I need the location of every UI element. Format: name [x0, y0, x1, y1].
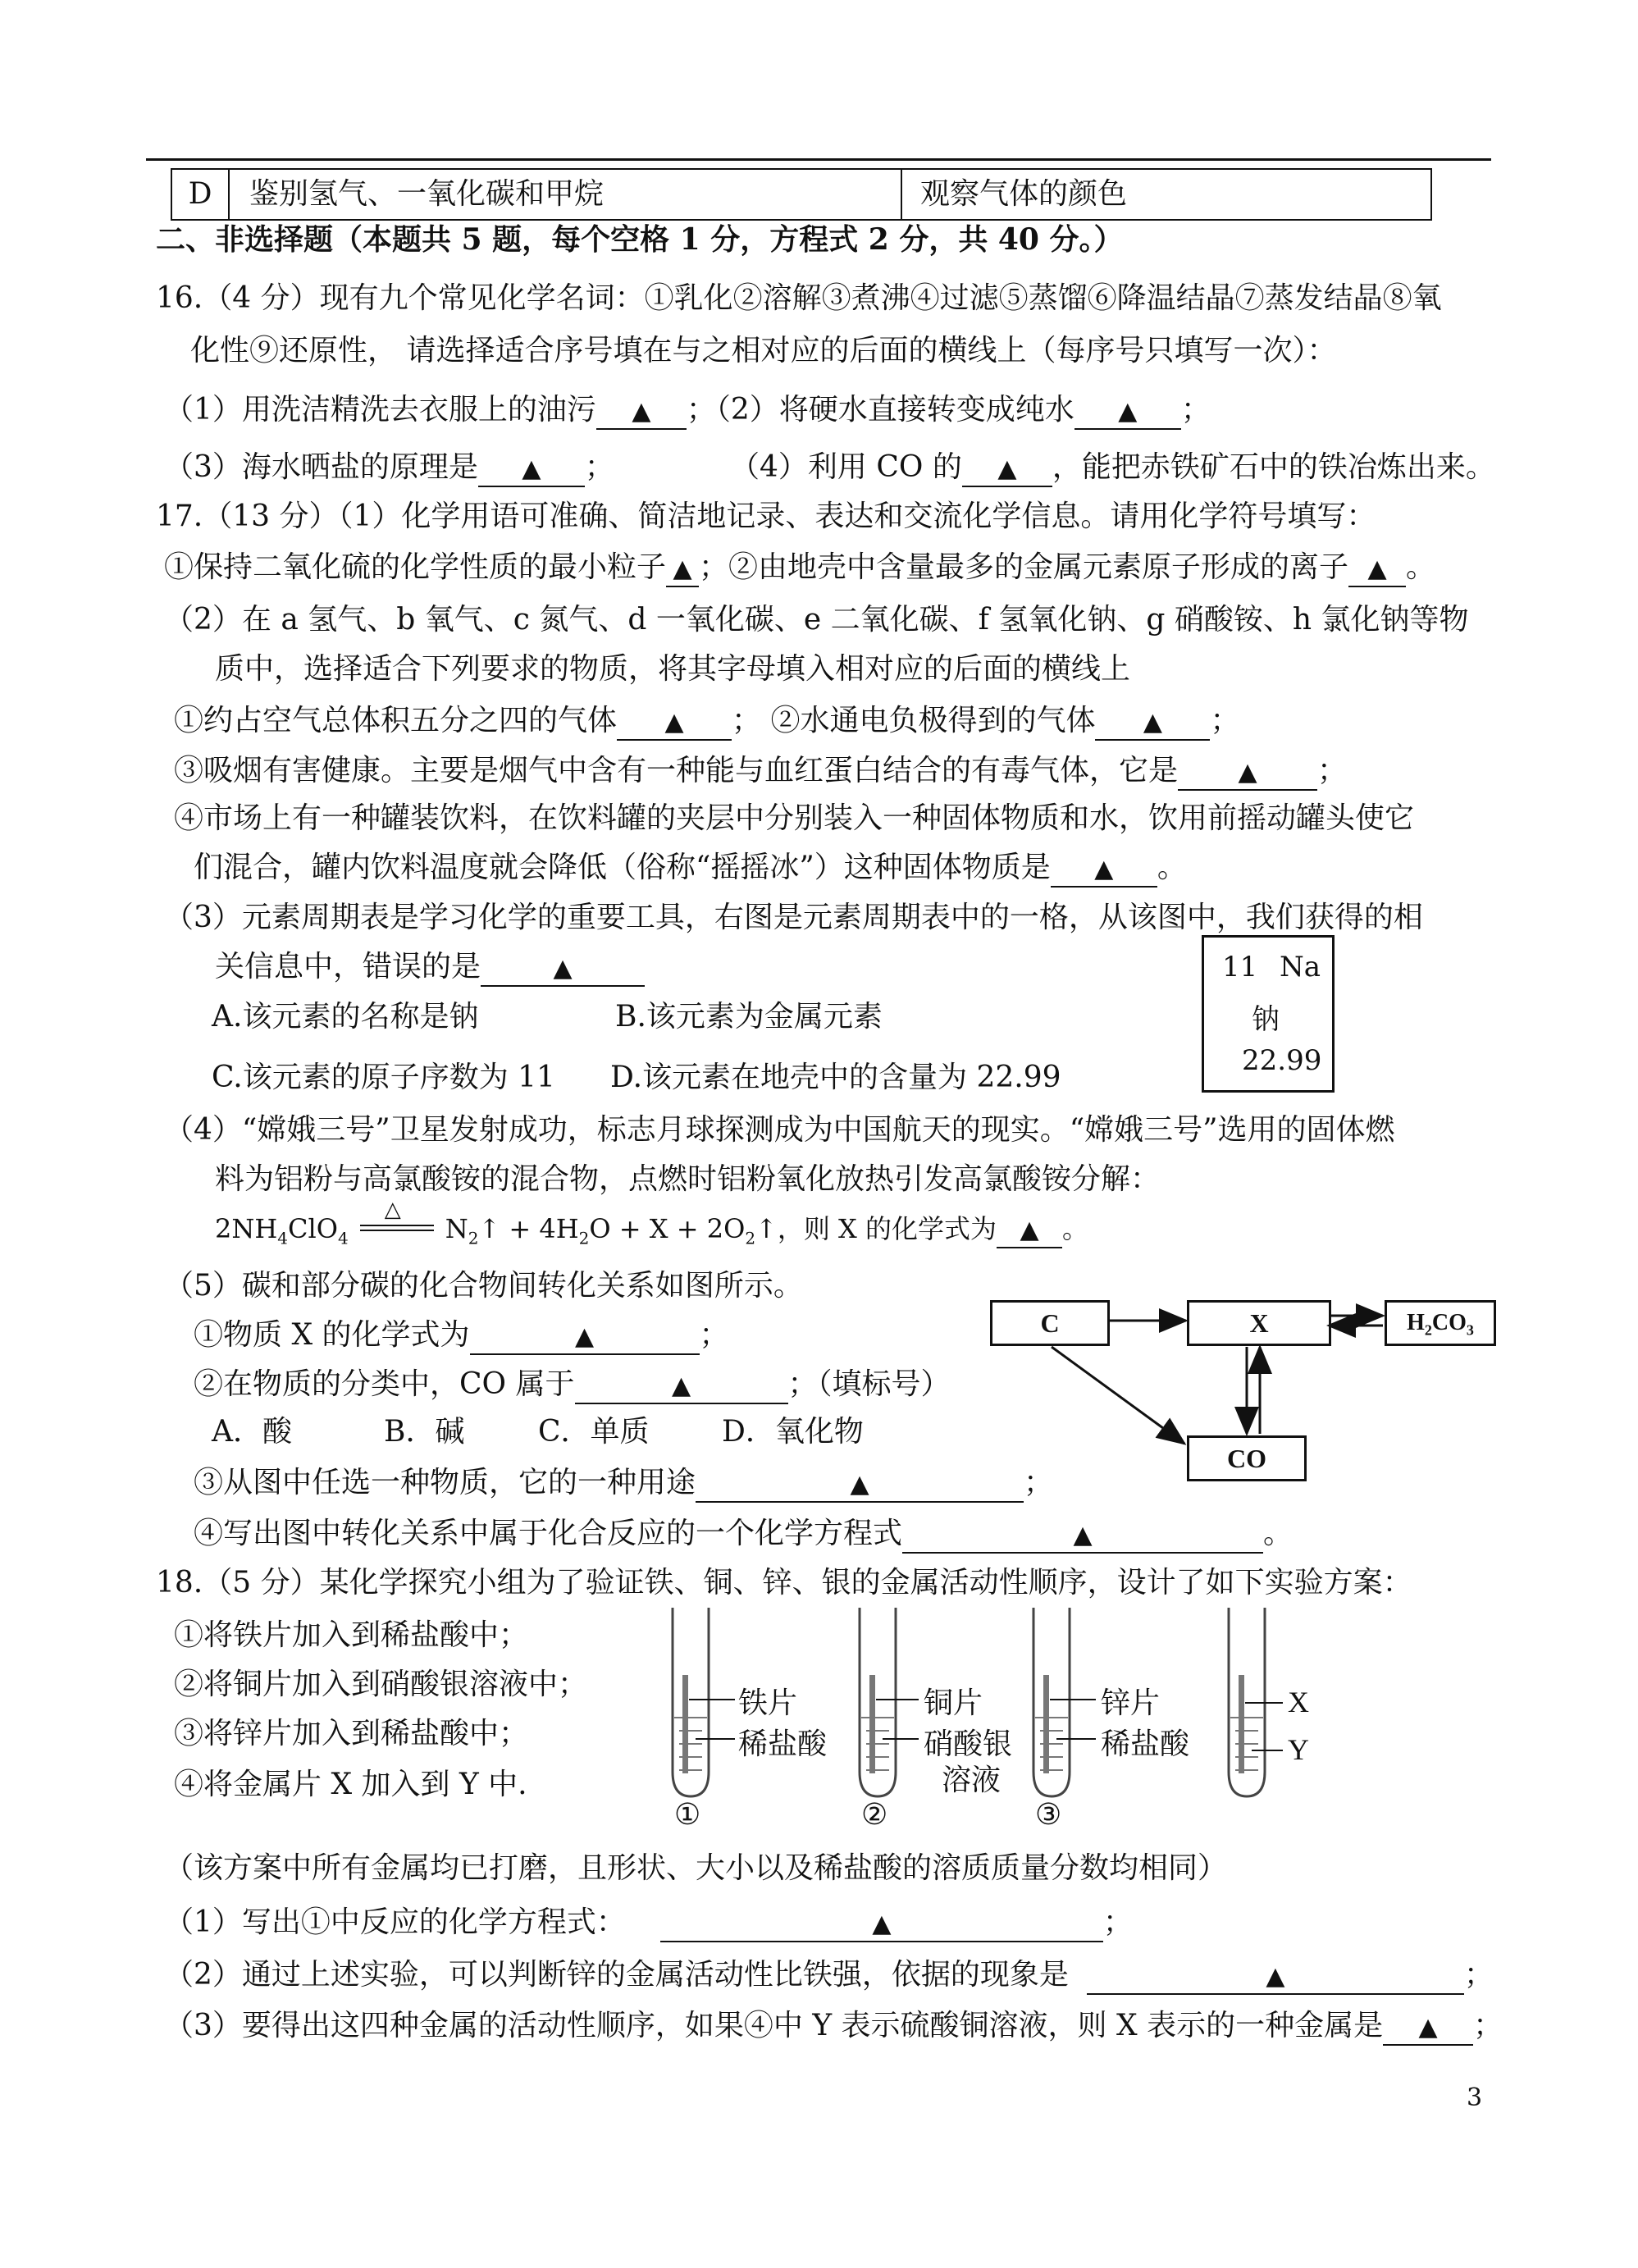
q17-i3-end: ；: [1317, 754, 1348, 787]
q16-line-1: [164, 390, 1211, 430]
q17-i1: [174, 701, 1239, 741]
blank-mark: ▲: [1367, 554, 1387, 583]
blank-mark: ▲: [1094, 855, 1114, 883]
section-title: 二、非选择题（本题共 5 题，每个空格 1 分，方程式 2 分，共 40 分。）: [156, 222, 1124, 257]
q17-p5-4-text: ④写出图中转化关系中属于化合反应的一个化学方程式: [194, 1517, 903, 1550]
q17-p5: （5）碳和部分碳的化合物间转化关系如图所示。: [164, 1269, 803, 1303]
q17-i4b: [194, 848, 1187, 888]
q16-stem-2: 化性⑨还原性， 请选择适合序号填在与之相对应的后面的横线上（每序号只填写一次）：: [190, 334, 1337, 367]
q17-blank-5[interactable]: [1178, 755, 1317, 791]
q17-i4b-text: 们混合，罐内饮料温度就会降低（俗称“摇摇冰”）这种固体物质是: [194, 851, 1051, 884]
diagram-box-c: C: [990, 1300, 1110, 1346]
q17-p5-3: [194, 1463, 1053, 1503]
q17-blank-6[interactable]: [1051, 851, 1157, 888]
q18-step-3: ③将锌片加入到稀盐酸中；: [174, 1717, 529, 1750]
q17-p5-opt-b: B．碱: [384, 1415, 465, 1449]
q17-optB: B.该元素为金属元素: [615, 1000, 883, 1034]
q17-p5-2: [194, 1365, 951, 1404]
blank-mark: ▲: [1418, 2013, 1438, 2042]
q17-blank-1[interactable]: [666, 551, 699, 587]
q18-q3-text: （3）要得出这四种金属的活动性顺序，如果④中 Y 表示硫酸铜溶液，则 X 表示的一种金属是: [164, 2009, 1384, 2042]
q18-blank-2[interactable]: [1087, 1959, 1464, 1995]
blank-mark: ▲: [1266, 1962, 1285, 1991]
blank-mark: ▲: [1073, 1521, 1093, 1549]
tube1-metal-label: 铁片: [738, 1686, 798, 1720]
q16-p2-text: ；（2）将硬水直接转变成纯水: [686, 393, 1075, 427]
blank-mark: ▲: [1020, 1216, 1039, 1244]
blank-mark: ▲: [664, 708, 684, 737]
eq-part: ↑，则 X 的化学式为: [755, 1213, 997, 1244]
q17-blank-10[interactable]: [575, 1368, 788, 1404]
q16-line-2b: [730, 448, 1495, 487]
q16-blank-3[interactable]: [478, 451, 585, 487]
heat-condition: △: [384, 1198, 401, 1222]
q17-p5-opt-a: A．酸: [212, 1415, 292, 1449]
eq-part: ↑ + 4H: [478, 1213, 579, 1244]
q18-q2-text: （2）通过上述实验，可以判断锌的金属活动性比铁强，依据的现象是: [164, 1958, 1069, 1992]
eq-part: 2NH: [215, 1213, 278, 1244]
q16-p3-end: ；: [584, 450, 614, 484]
q17-s1b: ；②由地壳中含量最多的金属元素原子形成的离子: [699, 550, 1349, 584]
element-name: 钠: [1252, 1003, 1280, 1036]
q18-q2-end: ；: [1463, 1958, 1494, 1992]
q18-stem: 18.（5 分）某化学探究小组为了验证铁、铜、锌、银的金属活动性顺序，设计了如下实验方案：: [156, 1566, 1412, 1599]
periodic-table-cell: [1202, 935, 1335, 1093]
page-number: 3: [1467, 2083, 1483, 2112]
q18-q2: [164, 1955, 1494, 1995]
q18-note: （该方案中所有金属均已打磨，且形状、大小以及稀盐酸的溶质质量分数均相同）: [164, 1851, 1228, 1885]
q17-blank-2[interactable]: [1348, 551, 1406, 587]
q17-p3b: [215, 947, 645, 987]
q17-p4a: （4）“嫦娥三号”卫星发射成功，标志月球探测成为中国航天的现实。“嫦娥三号”选用的固体燃: [164, 1113, 1395, 1147]
q16-p3-text: （3）海水晒盐的原理是: [164, 450, 478, 484]
element-symbol: Na: [1280, 951, 1321, 983]
tube3-liquid-label: 稀盐酸: [1101, 1727, 1190, 1761]
q18-step-4: ④将金属片 X 加入到 Y 中.: [174, 1768, 527, 1801]
decomposition-equation: [215, 1198, 1089, 1254]
q17-s1: [164, 548, 1435, 587]
tube2-number: ②: [861, 1798, 888, 1832]
atomic-mass: 22.99: [1242, 1044, 1322, 1077]
h2co3-sub: 3: [1466, 1321, 1474, 1339]
tube2-liquid-label-2: 溶液: [942, 1764, 1002, 1797]
q17-optC: C.该元素的原子序数为 11: [212, 1061, 555, 1094]
table-cell-task: 鉴别氢气、一氧化碳和甲烷: [230, 170, 902, 219]
q16-p1-text: （1）用洗洁精洗去衣服上的油污: [164, 393, 596, 427]
q17-p5-3-end: ；: [1024, 1466, 1054, 1499]
q17-i4a: ④市场上有一种罐装饮料，在饮料罐的夹层中分别装入一种固体物质和水，饮用前摇动罐头使它: [174, 801, 1415, 835]
q17-p5-4-end: 。: [1263, 1517, 1294, 1550]
h2co3-part: H: [1407, 1310, 1425, 1335]
q17-blank-11[interactable]: [696, 1467, 1024, 1503]
q16-blank-2[interactable]: [1075, 394, 1181, 430]
q18-q1: [164, 1903, 1133, 1942]
eq-sub: 4: [277, 1228, 288, 1248]
q18-step-1: ①将铁片加入到稀盐酸中；: [174, 1618, 529, 1652]
q17-blank-12[interactable]: [902, 1517, 1263, 1554]
eq-sub: 4: [337, 1228, 349, 1248]
q17-blank-8[interactable]: [997, 1212, 1062, 1248]
q18-q1-end: ；: [1102, 1905, 1133, 1939]
q18-blank-1[interactable]: [660, 1906, 1103, 1942]
q17-p4b: 料为铝粉与高氯酸铵的混合物，点燃时铝粉氧化放热引发高氯酸铵分解：: [215, 1162, 1161, 1196]
q17-blank-3[interactable]: [617, 705, 732, 741]
top-rule: [146, 158, 1491, 161]
blank-mark: ▲: [1143, 708, 1162, 737]
diagram-box-h2co3: [1385, 1300, 1496, 1346]
q17-i3: [174, 751, 1347, 791]
q16-blank-4[interactable]: [962, 451, 1052, 487]
q17-i3-text: ③吸烟有害健康。主要是烟气中含有一种能与血红蛋白结合的有毒气体，它是: [174, 754, 1179, 787]
eq-part: N: [445, 1213, 468, 1244]
blank-mark: ▲: [574, 1322, 595, 1351]
table-cell-method: 观察气体的颜色: [920, 177, 1128, 211]
eq-end: 。: [1062, 1213, 1089, 1244]
q17-p5-1-text: ①物质 X 的化学式为: [194, 1318, 470, 1352]
blank-mark: ▲: [872, 1910, 892, 1938]
tube2-liquid-label-1: 硝酸银: [924, 1727, 1013, 1761]
q17-p5-opt-c: C．单质: [538, 1415, 650, 1449]
blank-mark: ▲: [673, 554, 692, 583]
eq-sub: 2: [468, 1228, 479, 1248]
q17-p5-2-text: ②在物质的分类中，CO 属于: [194, 1367, 575, 1401]
q17-i1a: ①约占空气总体积五分之四的气体: [174, 704, 618, 737]
blank-mark: ▲: [632, 397, 651, 426]
q17-stem: 17.（13 分）（1）化学用语可准确、简洁地记录、表达和交流化学信息。请用化学符号填写：: [156, 500, 1376, 533]
blank-mark: ▲: [850, 1470, 869, 1499]
q17-optA: A.该元素的名称是钠: [212, 1000, 479, 1034]
q17-p5-3-text: ③从图中任选一种物质，它的一种用途: [194, 1466, 696, 1499]
blank-mark: ▲: [671, 1371, 691, 1400]
q17-p3a: （3）元素周期表是学习化学的重要工具，右图是元素周期表中的一格，从该图中，我们获得的相: [164, 901, 1423, 934]
q18-q3-end: ；: [1473, 2009, 1503, 2042]
eq-sub: 2: [578, 1228, 590, 1248]
q18-q3: [164, 2006, 1503, 2046]
q17-i4-end: 。: [1157, 851, 1187, 884]
q18-step-2: ②将铜片加入到硝酸银溶液中；: [174, 1668, 588, 1701]
q17-p2b: 质中，选择适合下列要求的物质，将其字母填入相对应的后面的横线上: [215, 652, 1131, 686]
q18-blank-3[interactable]: [1383, 2010, 1473, 2046]
h2co3-sub: 2: [1424, 1321, 1432, 1339]
tube4-x-label: X: [1288, 1686, 1309, 1718]
eq-sub: 2: [745, 1228, 756, 1248]
eq-part: ClO: [288, 1213, 338, 1244]
answer-table-row: [171, 168, 1432, 221]
blank-mark: ▲: [1118, 397, 1138, 426]
table-cell-letter: D: [172, 170, 230, 219]
reaction-arrow: [360, 1198, 434, 1238]
q16-p4-end: ，能把赤铁矿石中的铁冶炼出来。: [1052, 450, 1495, 484]
q17-blank-7[interactable]: [481, 951, 645, 987]
q17-p5-4: [194, 1514, 1293, 1554]
blank-mark: ▲: [1238, 758, 1257, 787]
q17-i1b: ； ②水通电负极得到的气体: [732, 704, 1096, 737]
q17-p5-2-end: ；（填标号）: [787, 1367, 951, 1401]
h2co3-part: CO: [1431, 1310, 1467, 1335]
q17-i1c: ；: [1210, 704, 1240, 737]
q16-stem-1: 16.（4 分）现有九个常见化学名词：①乳化②溶解③煮沸④过滤⑤蒸馏⑥降温结晶⑦蒸发结晶⑧氧: [156, 281, 1442, 315]
blank-mark: ▲: [997, 454, 1017, 483]
q16-blank-1[interactable]: [596, 394, 687, 430]
q18-q1-text: （1）写出①中反应的化学方程式：: [164, 1905, 626, 1939]
diagram-box-co: CO: [1187, 1435, 1307, 1481]
tube1-number: ①: [674, 1798, 701, 1832]
q17-blank-4[interactable]: [1095, 705, 1210, 741]
q17-p2a: （2）在 a 氢气、b 氧气、c 氮气、d 一氧化碳、e 二氧化碳、f 氢氧化钠、g 硝酸铵、h 氯化钠等物: [164, 603, 1469, 637]
tube3-number: ③: [1035, 1798, 1062, 1832]
eq-part: O + X + 2O: [589, 1213, 746, 1244]
q17-optD: D.该元素在地壳中的含量为 22.99: [610, 1061, 1061, 1094]
q16-p2-end: ；: [1180, 393, 1211, 427]
tube1-liquid-label: 稀盐酸: [738, 1727, 828, 1761]
q17-s1a: ①保持二氧化硫的化学性质的最小粒子: [164, 550, 667, 584]
q17-blank-9[interactable]: [470, 1319, 700, 1355]
tube2-metal-label: 铜片: [924, 1686, 983, 1720]
atomic-number: 11: [1222, 951, 1258, 983]
q17-p3b-text: 关信息中，错误的是: [215, 950, 481, 983]
tube4-y-label: Y: [1288, 1733, 1309, 1766]
diagram-box-x: X: [1187, 1300, 1331, 1346]
q17-p5-1: [194, 1316, 729, 1355]
q16-p4-text: （4）利用 CO 的: [730, 450, 962, 484]
blank-mark: ▲: [553, 954, 573, 983]
q17-p5-opt-d: D．氧化物: [722, 1415, 864, 1449]
q17-s1c: 。: [1406, 550, 1436, 584]
q16-line-2: [164, 448, 614, 487]
blank-mark: ▲: [522, 454, 541, 483]
tube3-metal-label: 锌片: [1101, 1686, 1161, 1720]
q17-p5-1-end: ；: [699, 1318, 729, 1352]
